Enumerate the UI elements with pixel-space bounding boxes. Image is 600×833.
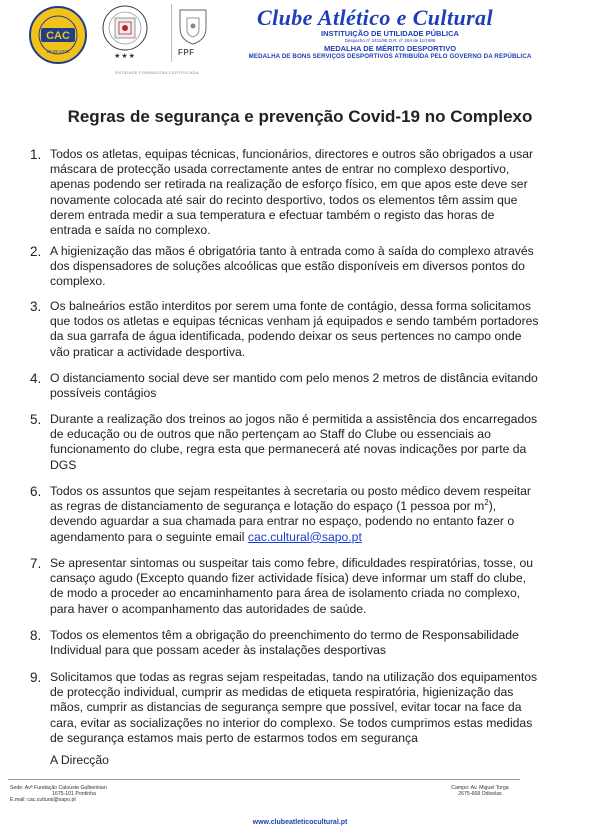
item-line: A higienização das mãos é obrigatória tanto à entrada como à saída do complexo através [50, 244, 534, 258]
logo-year: 25-05-1935 [46, 49, 70, 54]
lotacao-close: ), [488, 499, 497, 514]
list-item [30, 670, 578, 746]
sede-address: Sede: Avª Fundação Calouste Gulbenkian [10, 785, 107, 791]
item-line: Individual para que possam aceder às instalações desportivas [50, 643, 387, 658]
item-line: Se apresentar sintomas ou suspeitar tais como febre, dificuldades respiratórias, tosse, ou [50, 556, 534, 570]
item-number: 9. [30, 670, 42, 685]
fpf-text: FPF [178, 48, 195, 57]
item-line: de segurança estamos mais perto de estarmos todos em segurança [50, 730, 418, 745]
list-item [30, 147, 578, 238]
item-line-email [50, 530, 578, 545]
superscript: 2 [484, 498, 489, 508]
lotacao-text: as regras de distanciamento de segurança e lotação do espaço (1 pessoa por m [50, 499, 485, 514]
item-line: derem entrada medir a sua temperatura e efectuar também o registo das horas de [50, 207, 495, 222]
sede-email[interactable]: E.mail: cac.cultural@sapo.pt [10, 797, 76, 804]
item-line: Durante a realização dos treinos ao jogos não é permitida a assistência dos encarregados [50, 412, 538, 426]
footer-campo [430, 785, 530, 797]
sede-postcode: 1675-101 Pontinha [52, 791, 96, 798]
item-line: máscara de protecção usada correctamente antes de entrar no complexo desportivo, [50, 162, 510, 177]
item-line: Todos os assuntos que sejam respeitantes à secretaria ou posto médico devem respeitar [50, 484, 531, 498]
item-line: de modo a proceder ao encaminhamento para área de isolamento criada no complexo, [50, 586, 521, 601]
list-item [30, 244, 578, 290]
item-line: cara, evitar as socializações no interior do complexo. Se todos cumprimos estas medidas [50, 715, 533, 730]
item-line: para haver o acompanhamento das autoridades de saúde. [50, 601, 367, 616]
item-line-lotacao [50, 499, 578, 514]
club-name: Clube Atlético e Cultural [257, 5, 493, 30]
list-item [30, 628, 578, 658]
website-link[interactable]: www.clubeatleticocultural.pt [252, 819, 348, 826]
list-item [30, 556, 578, 617]
item-line: complexo. [50, 274, 106, 289]
item-line: Solicitamos que todas as regras sejam respeitadas, tando na utilização dos equipamentos [50, 670, 538, 684]
seal-stars: ★★★ [114, 53, 136, 60]
item-line: possíveis contágios [50, 386, 157, 401]
item-line: Os balneários estão interditos por serem uma fonte de contágio, dessa forma solicitamos [50, 299, 531, 313]
item-line: Todos os atletas, equipas técnicas, funcionários, directores e outros são obrigados a usar [50, 147, 534, 161]
item-line: O distanciamento social deve ser mantido com pelo menos 2 metros de distância evitando [50, 371, 538, 385]
item-line: que todos os atletas e equipas técnicas venham já equipados e sendo também portadores [50, 314, 539, 329]
footer-divider [8, 779, 520, 780]
item-number: 4. [30, 371, 42, 386]
seal-caption: ENTIDADE FORMADORA CERTIFICADA [115, 70, 199, 75]
item-line: funcionamento do clube, regra esta que permanecerá até novas indicações por parte da [50, 442, 527, 457]
item-line: novamente colocada até sair do recinto desportivo, todos os elementos têm assim que [50, 192, 518, 207]
item-number: 3. [30, 299, 42, 314]
utilidade-publica: INSTITUIÇÃO DE UTILIDADE PÚBLICA [321, 29, 459, 38]
item-line: de protecção individual, cumprir as medidas de etiqueta respiratória, higienização das [50, 685, 514, 700]
signature: A Direcção [50, 753, 109, 767]
campo-address: Campo: Av. Miguel Torga [451, 785, 509, 791]
page-title: Regras de segurança e prevenção Covid-19 no Complexo [67, 107, 533, 126]
list-item [30, 299, 578, 360]
item-line: devendo aguardar a sua chamada para entrar no espaço, podendo no entanto fazer o [50, 514, 515, 529]
item-number: 6. [30, 484, 42, 499]
item-number: 1. [30, 147, 42, 162]
item-line: da sua garrafa de água identificada, podendo deixar os seus pertences no campo onde [50, 329, 522, 344]
item-number: 7. [30, 556, 42, 571]
despacho-line: Despacho nº 2411/86 D.R. nº 204 de 11/1986 [344, 38, 436, 43]
medalha-merito: MEDALHA DE MÉRITO DESPORTIVO [323, 44, 457, 53]
logo-text: CAC [46, 30, 70, 42]
footer-sede [10, 785, 107, 804]
item-line: mãos, cumprir as distancias de segurança sempre que possível, evitar tocar na face da [50, 700, 522, 715]
item-number: 5. [30, 412, 42, 427]
list-item [30, 371, 578, 401]
item-line: vão praticar a actividade desportiva. [50, 344, 246, 359]
item-line: cansaço agudo (Excepto quando fizer actividade física) deve informar um staff do clube, [50, 571, 527, 586]
email-intro: agendamento para o seguinte email [50, 529, 248, 544]
list-item [30, 412, 578, 473]
item-line: dos dispensadores de soluções alcoólicas que estão disponíveis em diversos pontos do [50, 259, 525, 274]
medalha-bons-servicos: MEDALHA DE BONS SERVIÇOS DESPORTIVOS ATRIBUÍDA PELO GOVERNO DA REPÚBLICA [248, 53, 532, 60]
item-line: apenas podendo ser retirada na realização de esforço físico, em que apos este deve ser [50, 177, 528, 192]
email-link[interactable]: cac.cultural@sapo.pt [247, 529, 362, 544]
item-line: entrada e saída no complexo. [50, 223, 211, 238]
item-line: de educação ou de outros que não pertençam ao Staff do Clube ou essenciais ao [50, 427, 491, 442]
item-number: 8. [30, 628, 42, 643]
item-line: Todos os elementos têm a obrigação do preenchimento do termo de Responsabilidade [50, 628, 519, 642]
item-number: 2. [30, 244, 42, 259]
campo-postcode: 2675-668 Odivelas [458, 791, 502, 798]
item-line: DGS [50, 457, 77, 472]
list-item [30, 484, 578, 545]
